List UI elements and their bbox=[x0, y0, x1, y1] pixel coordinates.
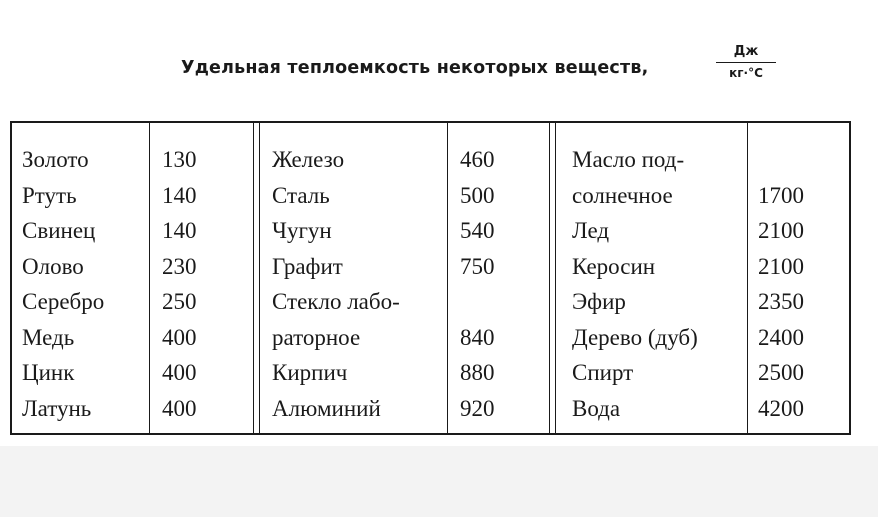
substance-name: Латунь bbox=[22, 395, 92, 421]
heat-capacity-value: 840 bbox=[460, 324, 495, 350]
substance-name: солнечное bbox=[572, 182, 673, 208]
heat-capacity-value: 400 bbox=[162, 360, 197, 385]
group-divider bbox=[253, 121, 254, 435]
substance-name: Золото bbox=[22, 147, 89, 172]
substance-name: Алюминий bbox=[272, 395, 381, 421]
substance-name: Олово bbox=[22, 253, 84, 279]
unit-denominator: кг·°С bbox=[729, 66, 763, 80]
heat-capacity-value: 750 bbox=[460, 253, 495, 279]
heat-capacity-value: 140 bbox=[162, 182, 197, 208]
group-divider bbox=[555, 121, 556, 435]
heat-capacity-value: 2350 bbox=[758, 289, 804, 314]
heat-capacity-value: 230 bbox=[162, 253, 197, 279]
substance-name: Спирт bbox=[572, 360, 634, 385]
substance-name: Ртуть bbox=[22, 182, 77, 208]
unit-numerator: Дж bbox=[733, 44, 759, 59]
substance-name: Медь bbox=[22, 324, 75, 350]
substance-name: Лед bbox=[572, 218, 610, 243]
heat-capacity-value: 2100 bbox=[758, 253, 804, 279]
substance-name: раторное bbox=[272, 324, 361, 350]
column-divider bbox=[447, 121, 448, 435]
heat-capacity-value: 130 bbox=[162, 147, 197, 172]
substance-name: Чугун bbox=[272, 218, 332, 243]
fraction-bar bbox=[716, 62, 776, 63]
page-bottom-band bbox=[0, 446, 878, 517]
substance-name: Дерево (дуб) bbox=[572, 324, 698, 350]
heat-capacity-value: 2400 bbox=[758, 324, 804, 350]
substance-name: Стекло лабо- bbox=[272, 289, 400, 314]
heat-capacity-value: 400 bbox=[162, 324, 197, 350]
substance-name: Масло под- bbox=[572, 147, 685, 172]
substance-name: Железо bbox=[272, 147, 345, 172]
heat-capacity-value: 1700 bbox=[758, 182, 804, 208]
substance-name: Кирпич bbox=[272, 360, 348, 385]
substance-name: Вода bbox=[572, 395, 621, 421]
heat-capacity-value: 250 bbox=[162, 289, 197, 314]
heat-capacity-value: 140 bbox=[162, 218, 197, 243]
column-divider bbox=[149, 121, 150, 435]
substance-name: Керосин bbox=[572, 253, 656, 279]
substance-name: Графит bbox=[272, 253, 343, 279]
heat-capacity-value: 2100 bbox=[758, 218, 804, 243]
data-table bbox=[10, 121, 851, 435]
unit-fraction bbox=[714, 44, 778, 80]
substance-name: Эфир bbox=[572, 289, 626, 314]
heat-capacity-value: 4200 bbox=[758, 395, 804, 421]
column-divider bbox=[747, 121, 748, 435]
substance-name: Сталь bbox=[272, 182, 330, 208]
heat-capacity-value: 880 bbox=[460, 360, 495, 385]
substance-name: Свинец bbox=[22, 218, 96, 243]
group-divider bbox=[549, 121, 550, 435]
substance-name: Серебро bbox=[22, 289, 105, 314]
heat-capacity-value: 400 bbox=[162, 395, 197, 421]
heat-capacity-value: 920 bbox=[460, 395, 495, 421]
group-divider bbox=[259, 121, 260, 435]
heat-capacity-value: 500 bbox=[460, 182, 495, 208]
substance-name: Цинк bbox=[22, 360, 75, 385]
heat-capacity-value: 460 bbox=[460, 147, 495, 172]
heat-capacity-value: 540 bbox=[460, 218, 495, 243]
table-title: Удельная теплоемкость некоторых веществ, bbox=[181, 58, 649, 78]
heat-capacity-value: 2500 bbox=[758, 360, 804, 385]
